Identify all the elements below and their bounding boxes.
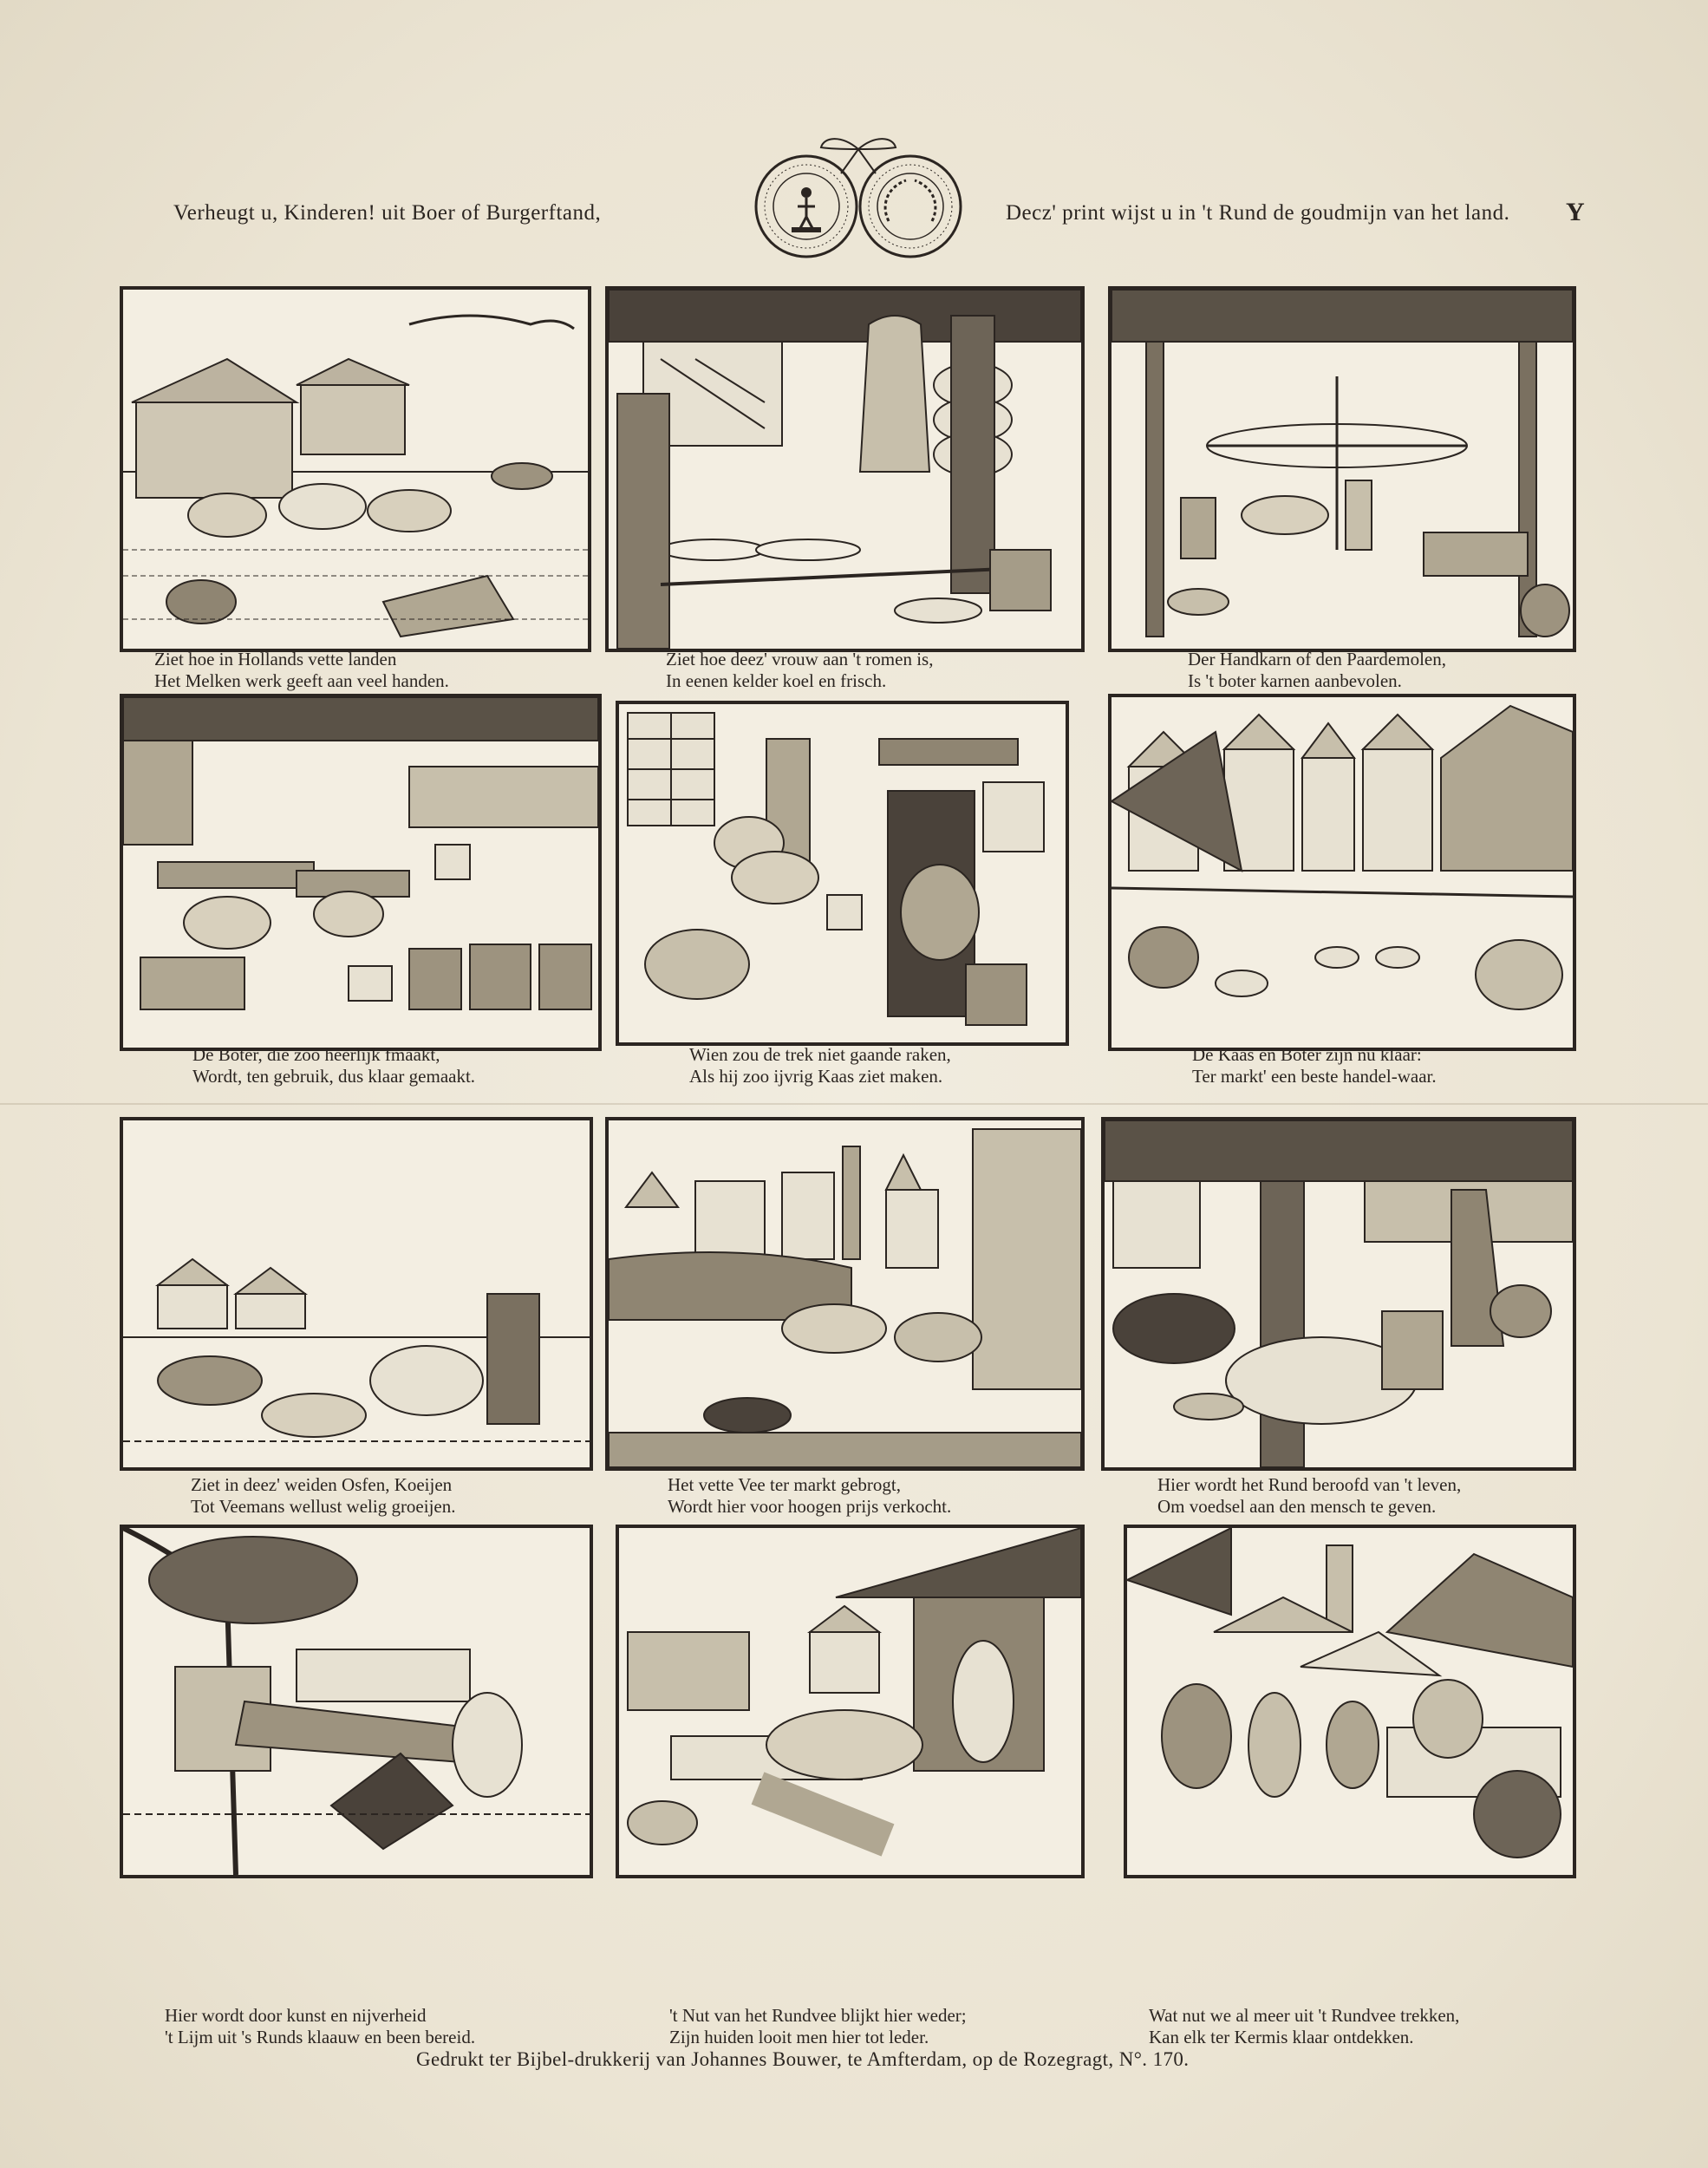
panel-8-caption [668, 1474, 951, 1518]
panel-2-caption [666, 649, 933, 692]
caption-line: Wordt, ten gebruik, dus klaar gemaakt. [192, 1066, 476, 1087]
cattle-market-illustration [609, 1120, 1081, 1467]
society-emblem-icon [724, 130, 993, 269]
header-left-verse: Verheugt u, Kinderen! uit Boer of Burgerftand, [173, 201, 602, 225]
panel-butter-making [120, 694, 602, 1051]
caption-line: Der Handkarn of den Paardemolen, [1188, 649, 1446, 669]
caption-line: Wat nut we al meer uit 't Rundvee trekken, [1149, 2005, 1460, 2026]
panel-10-caption [165, 2005, 475, 2048]
panel-kermis-stall [1124, 1525, 1576, 1878]
caption-line: Is 't boter karnen aanbevolen. [1188, 670, 1402, 691]
cows-in-meadow-illustration [123, 290, 588, 649]
panel-tannery [616, 1525, 1085, 1878]
panel-3-caption [1188, 649, 1446, 692]
caption-line: Het Melken werk geeft aan veel handen. [154, 670, 449, 691]
cheese-market-illustration [1112, 697, 1573, 1048]
panel-cheese-making [616, 701, 1069, 1046]
panel-horse-mill-churn [1108, 286, 1576, 652]
panel-cattle-market [605, 1117, 1085, 1471]
caption-line: Hier wordt het Rund beroofd van 't leven, [1157, 1474, 1462, 1495]
caption-line: De Kaas en Boter zijn nu klaar: [1192, 1044, 1422, 1065]
tannery-illustration [619, 1528, 1081, 1875]
cheese-making-illustration [619, 704, 1066, 1042]
printer-imprint: Gedrukt ter Bijbel-drukkerij van Johannes Bouwer, te Amfterdam, op de Rozegragt, N°. 170. [416, 2048, 1190, 2070]
panel-4-caption [192, 1044, 475, 1087]
panel-12-caption [1149, 2005, 1459, 2048]
caption-line: Zijn huiden looit men hier tot leder. [669, 2027, 929, 2047]
panel-cheese-market [1108, 694, 1576, 1051]
panel-slaughterhouse [1101, 1117, 1576, 1471]
caption-line: In eenen kelder koel en frisch. [666, 670, 887, 691]
panel-glue-works [120, 1525, 593, 1878]
panel-1-caption [154, 649, 449, 692]
header-right-verse: Decz' print wijst u in 't Rund de goudmijn van het land. [1006, 201, 1510, 225]
fold-line [0, 1103, 1708, 1105]
panel-oxen-pasture [120, 1117, 593, 1471]
caption-line: Wien zou de trek niet gaande raken, [689, 1044, 951, 1065]
caption-line: Het vette Vee ter markt gebrogt, [668, 1474, 902, 1495]
slaughterhouse-illustration [1105, 1120, 1573, 1467]
caption-line: Om voedsel aan den mensch te geven. [1157, 1496, 1437, 1517]
panel-11-caption [669, 2005, 967, 2048]
panel-9-caption [1157, 1474, 1461, 1518]
caption-line: 't Lijm uit 's Runds klaauw en been bereid. [165, 2027, 476, 2047]
caption-line: Wordt hier voor hoogen prijs verkocht. [668, 1496, 952, 1517]
glue-works-illustration [123, 1528, 590, 1875]
caption-line: Ziet in deez' weiden Osfen, Koeijen [191, 1474, 453, 1495]
panel-skimming-cream [605, 286, 1085, 652]
kermis-stall-illustration [1127, 1528, 1573, 1875]
butter-making-illustration [123, 697, 598, 1048]
caption-line: Als hij zoo ijvrig Kaas ziet maken. [689, 1066, 943, 1087]
caption-line: Kan elk ter Kermis klaar ontdekken. [1149, 2027, 1414, 2047]
panel-cows-in-meadow [120, 286, 591, 652]
caption-line: Ziet hoe in Hollands vette landen [154, 649, 397, 669]
caption-line: Ziet hoe deez' vrouw aan 't romen is, [666, 649, 934, 669]
caption-line: 't Nut van het Rundvee blijkt hier weder; [669, 2005, 967, 2026]
caption-line: Tot Veemans wellust welig groeijen. [191, 1496, 456, 1517]
panel-7-caption [191, 1474, 456, 1518]
panel-6-caption [1192, 1044, 1437, 1087]
oxen-pasture-illustration [123, 1120, 590, 1467]
skimming-cream-illustration [609, 290, 1081, 649]
sheet-letter: Y [1566, 198, 1585, 226]
caption-line: De Boter, die zoo heerlijk fmaakt, [192, 1044, 440, 1065]
panel-5-caption [689, 1044, 951, 1087]
caption-line: Ter markt' een beste handel-waar. [1192, 1066, 1437, 1087]
horse-mill-churn-illustration [1112, 290, 1573, 649]
caption-line: Hier wordt door kunst en nijverheid [165, 2005, 427, 2026]
